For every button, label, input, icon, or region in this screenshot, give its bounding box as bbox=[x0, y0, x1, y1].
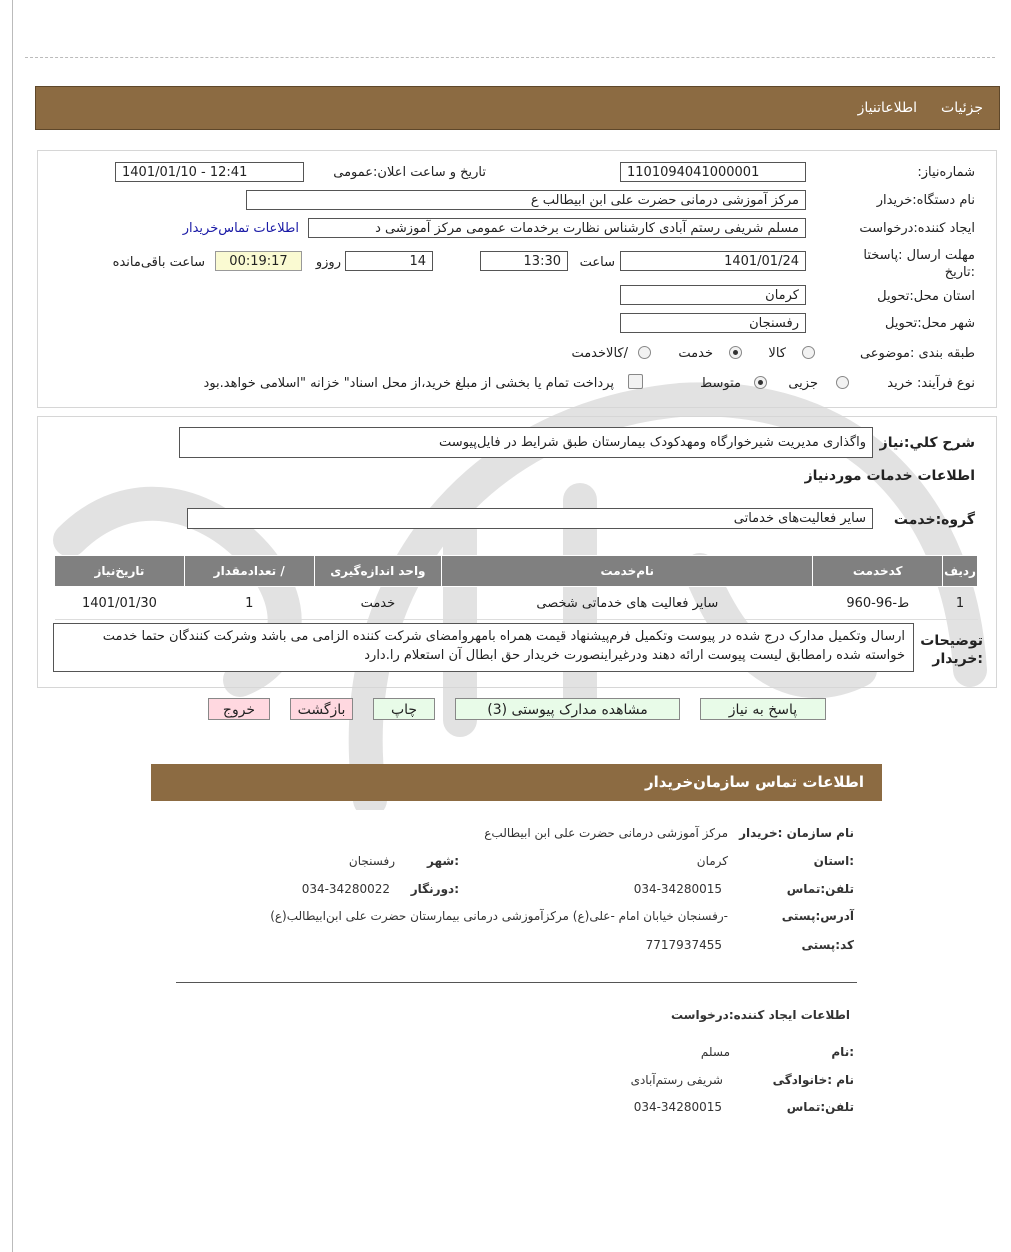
requester-phone-value: 034-34280015 bbox=[633, 1100, 722, 1114]
days-label: روزو bbox=[315, 255, 341, 270]
section-divider bbox=[176, 982, 857, 983]
cell-service-code: ط-96-960 bbox=[813, 587, 943, 620]
cell-row: 1 bbox=[943, 587, 978, 620]
days-field: 14 bbox=[345, 251, 433, 271]
category-radio-goods[interactable] bbox=[802, 346, 815, 359]
process-option-minor: جزیی bbox=[788, 376, 818, 391]
contact-province-value: کرمان bbox=[696, 854, 728, 868]
process-label: نوع فرآیند: خرید bbox=[887, 376, 975, 391]
category-option-goods-service: /کالاخدمت bbox=[571, 346, 628, 361]
attachments-button[interactable]: مشاهده مدارک پیوستی (3) bbox=[455, 698, 680, 720]
contact-phone-value: 034-34280015 bbox=[633, 882, 722, 896]
remaining-timer: 00:19:17 bbox=[215, 251, 302, 271]
province-field: کرمان bbox=[620, 285, 806, 305]
contact-province-label: :استان bbox=[813, 854, 854, 868]
category-radio-service[interactable] bbox=[729, 346, 742, 359]
tab-need-info[interactable]: اطلاعاتنیاز bbox=[857, 100, 917, 116]
contact-heading: اطلاعات تماس سازمان‌خریدار bbox=[644, 773, 864, 791]
time-label: ساعت bbox=[579, 255, 615, 270]
contact-city-value: رفسنجان bbox=[348, 854, 395, 868]
requester-family-value: شریفی رستم‌آبادی bbox=[630, 1073, 723, 1087]
service-group-field: سایر فعالیت‌های خدماتی bbox=[187, 508, 873, 529]
org-value: مرکز آموزشی درمانی حضرت علی ابن ابیطالب‌ع bbox=[484, 826, 728, 840]
contact-fax-label: :دورنگار bbox=[410, 882, 459, 896]
exit-button[interactable]: خروج bbox=[208, 698, 270, 720]
city-label: شهر محل:تحویل bbox=[885, 316, 975, 331]
tab-details[interactable]: جزئیات bbox=[941, 100, 983, 116]
left-border-line bbox=[12, 0, 13, 1252]
creator-field: مسلم شریفی رستم آبادی کارشناس نظارت برخدمات عمومی مرکز آموزشی د bbox=[308, 218, 806, 238]
need-number-label: شماره‌نیاز: bbox=[917, 165, 975, 180]
address-value: -رفسنجان خیابان امام -علی(ع) مرکزآموزشی درمانی بیمارستان حضرت علی ابن‌ابیطالب(ع) bbox=[270, 909, 728, 923]
buyer-field: مرکز آموزشی درمانی حضرت علی ابن ابیطالب ع bbox=[246, 190, 806, 210]
remaining-label: ساعت باقی‌مانده bbox=[112, 255, 205, 270]
contact-phone-label: تلفن:تماس bbox=[786, 882, 854, 896]
description-label: شرح كلي:نياز bbox=[879, 435, 975, 451]
description-field: واگذاری مدیریت شیرخوارگاه ومهدکودک بیمارستان طبق شرایط در فایل‌پیوست bbox=[179, 427, 873, 458]
province-label: استان محل:تحویل bbox=[877, 289, 975, 304]
announce-label: تاریخ و ساعت اعلان:عمومی bbox=[333, 165, 486, 180]
category-option-service: خدمت bbox=[678, 346, 713, 361]
cell-unit: خدمت bbox=[314, 587, 442, 620]
process-radio-minor[interactable] bbox=[836, 376, 849, 389]
notes-label: توضیحات :خریدار bbox=[920, 633, 983, 667]
deadline-time-field: 13:30 bbox=[480, 251, 568, 271]
col-need-date: تاریخ‌نیاز bbox=[55, 556, 185, 587]
services-heading: اطلاعات خدمات موردنیاز bbox=[804, 468, 975, 484]
col-service-name: نام‌خدمت bbox=[442, 556, 813, 587]
requester-family-label: نام :خانوادگی bbox=[772, 1073, 854, 1087]
cell-service-name: سایر فعالیت های خدماتی شخصی bbox=[442, 587, 813, 620]
tabs-bar bbox=[35, 86, 1000, 130]
print-button[interactable]: چاپ bbox=[373, 698, 435, 720]
col-service-code: کدخدمت bbox=[813, 556, 943, 587]
table-row bbox=[55, 587, 978, 620]
postal-label: کد:پستی bbox=[801, 938, 854, 952]
buyer-contact-link[interactable]: اطلاعات تماس‌خریدار bbox=[182, 221, 299, 236]
category-radio-goods-service[interactable] bbox=[638, 346, 651, 359]
address-label: آدرس:پستی bbox=[781, 909, 854, 923]
contact-city-label: :شهر bbox=[427, 854, 459, 868]
deadline-date-field: 1401/01/24 bbox=[620, 251, 806, 271]
city-field: رفسنجان bbox=[620, 313, 806, 333]
category-label: طبقه بندی :موضوعی bbox=[859, 346, 975, 361]
table-header-row bbox=[55, 556, 978, 587]
cell-quantity: 1 bbox=[184, 587, 314, 620]
col-row: ردیف bbox=[943, 556, 978, 587]
payment-checkbox[interactable] bbox=[628, 374, 643, 389]
col-unit: واحد اندازه‌گیری bbox=[314, 556, 442, 587]
requester-heading: اطلاعات ایجاد کننده:درخواست bbox=[670, 1008, 850, 1022]
buyer-label: نام دستگاه:خریدار bbox=[876, 193, 975, 208]
requester-phone-label: تلفن:تماس bbox=[786, 1100, 854, 1114]
contact-fax-value: 034-34280022 bbox=[301, 882, 390, 896]
payment-text: پرداخت تمام یا بخشی از مبلغ خرید،از محل اسناد" خزانه "اسلامی خواهد.بود bbox=[203, 376, 614, 391]
cell-need-date: 1401/01/30 bbox=[55, 587, 185, 620]
reply-button[interactable]: پاسخ به نیاز bbox=[700, 698, 826, 720]
contact-header bbox=[151, 764, 882, 801]
col-quantity: / تعدادمقدار bbox=[184, 556, 314, 587]
category-option-goods: کالا bbox=[768, 346, 786, 361]
top-dotted-divider bbox=[25, 57, 995, 58]
need-number-field: 1101094041000001 bbox=[620, 162, 806, 182]
postal-value: 7717937455 bbox=[645, 938, 722, 952]
back-button[interactable]: بازگشت bbox=[290, 698, 353, 720]
deadline-label: مهلت ارسال :پاسختا :تاریخ bbox=[863, 248, 975, 280]
process-radio-medium[interactable] bbox=[754, 376, 767, 389]
requester-name-label: :نام bbox=[831, 1045, 854, 1059]
announce-date-field: 1401/01/10 - 12:41 bbox=[115, 162, 304, 182]
process-option-medium: متوسط bbox=[700, 376, 741, 391]
requester-name-value: مسلم bbox=[700, 1045, 730, 1059]
creator-label: ایجاد کننده:درخواست bbox=[859, 221, 975, 236]
org-label: نام سازمان :خریدار bbox=[739, 826, 854, 840]
notes-field: ارسال وتکمیل مدارک درج شده در پیوست وتکمیل فرم‌پیشنهاد قیمت همراه بامهروامضای شرکت کننده الزامی می باشد وشرکت کنندگان حتما خدمت خواسته شده رامطابق لیست پیوست ارائه دهند ودرغیراینصورت خریدار حق ابطال آن استعلام را.دارد bbox=[53, 623, 914, 672]
service-group-label: گروه:خدمت bbox=[893, 512, 975, 528]
services-table bbox=[54, 555, 978, 620]
